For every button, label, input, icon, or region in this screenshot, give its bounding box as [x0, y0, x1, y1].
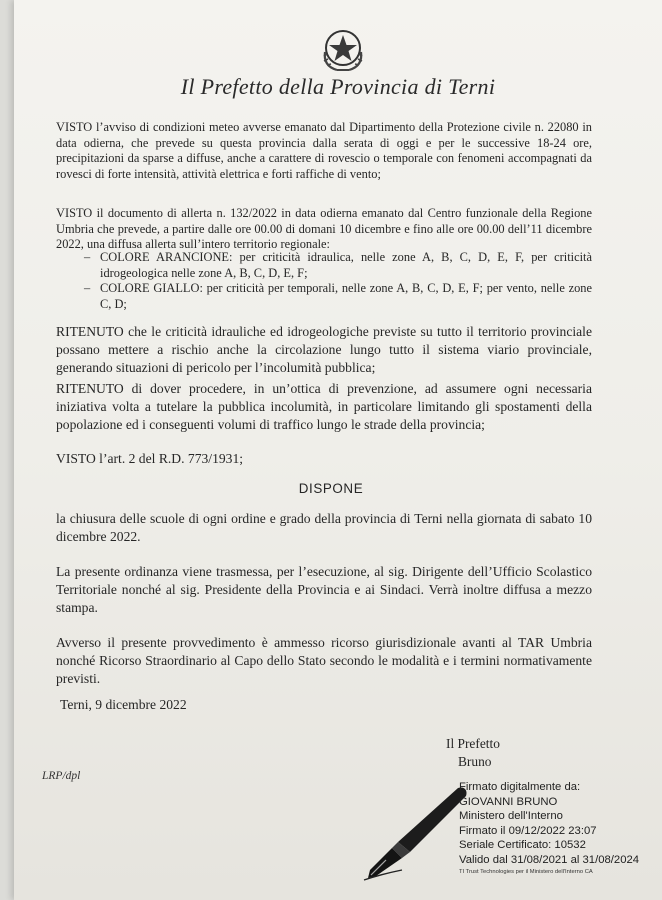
signatory-name: Bruno: [458, 754, 492, 769]
signatory-role: Il Prefetto: [446, 736, 500, 751]
italian-republic-emblem-icon: [317, 22, 369, 74]
stamp-line: Firmato il 09/12/2022 23:07: [459, 824, 597, 837]
paragraph-visto-avviso: VISTO l’avviso di condizioni meteo avverse emanato dal Dipartimento della Protezione civile n. 22080 in data odierna, che prevede su questa provincia dalla serata di oggi e per le successive 18-24 ore, precipitazioni da sparse a diffuse, anche a carattere di rovescio o temporale con fenomeni accompagnati da rovesci di forte intensità, attività elettrica e forti raffiche di vento;: [56, 120, 592, 181]
list-item: [86, 281, 592, 312]
stamp-line: Seriale Certificato: 10532: [459, 839, 586, 852]
paragraph-visto-rd: VISTO l’art. 2 del R.D. 773/1931;: [56, 451, 244, 466]
alert-list: [86, 250, 592, 312]
list-item-text: COLORE ARANCIONE: per criticità idraulica, nelle zone A, B, C, D, E, F, per criticità idrogeologica nelle zone A, B, C, D, E, F;: [100, 250, 592, 280]
stamp-signer: GIOVANNI BRUNO: [459, 795, 558, 808]
bullet-dash: –: [84, 250, 91, 264]
list-item-text: COLORE GIALLO: per criticità per temporali, nelle zone A, B, C, D, E, F; per vento, nelle zone C, D;: [100, 281, 592, 311]
paragraph-ritenuto-prevenzione: RITENUTO di dover procedere, in un’ottica di prevenzione, ad assumere ogni necessaria iniziativa volta a tutelare la pubblica incolumità, in particolare limitando gli spostamenti della popolazione ed i conseguenti volumi di traffico lungo le strade della provincia;: [56, 381, 592, 432]
paragraph-ritenuto-criticita: RITENUTO che le criticità idrauliche ed idrogeologiche previste su tutto il territorio provinciale possano mettere a rischio anche la circolazione lungo tutto il sistema viario provinciale, generando situazioni di pericolo per l’incolumità pubblica;: [56, 324, 592, 375]
fountain-pen-icon: [362, 782, 472, 882]
paragraph-ricorso: Avverso il presente provvedimento è ammesso ricorso giurisdizionale avanti al TAR Umbria nonché Ricorso Straordinario al Capo dello Stato secondo le modalità e i termini normativamente previsti.: [56, 635, 592, 686]
bullet-dash: –: [84, 281, 91, 296]
document-date: Terni, 9 dicembre 2022: [60, 697, 187, 712]
stamp-ca-line: TI Trust Technologies per il Ministero dell'Interno CA: [459, 868, 593, 875]
document-title: Il Prefetto della Provincia di Terni: [180, 74, 496, 99]
office-initials: LRP/dpl: [42, 770, 81, 782]
list-item: [86, 250, 592, 281]
stamp-line: Firmato digitalmente da:: [459, 781, 581, 793]
dispone-heading: DISPONE: [298, 481, 364, 496]
stamp-line: Valido dal 31/08/2021 al 31/08/2024: [459, 853, 640, 866]
paragraph-trasmissione: La presente ordinanza viene trasmessa, per l’esecuzione, al sig. Dirigente dell’Ufficio Scolastico Territoriale nonché al sig. Presidente della Provincia e ai Sindaci. Verrà inoltre diffusa a mezzo stampa.: [56, 564, 592, 615]
digital-signature-stamp: [459, 780, 639, 876]
paragraph-visto-allerta: VISTO il documento di allerta n. 132/2022 in data odierna emanato dal Centro funzionale della Regione Umbria che prevede, a partire dalle ore 00.00 di domani 10 dicembre e fino alle ore 00.00 dell’11 dicembre 2022, una diffusa allerta sull’intero territorio regionale:: [56, 206, 592, 252]
paragraph-chiusura-scuole: la chiusura delle scuole di ogni ordine e grado della provincia di Terni nella giornata di sabato 10 dicembre 2022.: [56, 511, 592, 544]
stamp-line: Ministero dell'Interno: [459, 810, 563, 823]
